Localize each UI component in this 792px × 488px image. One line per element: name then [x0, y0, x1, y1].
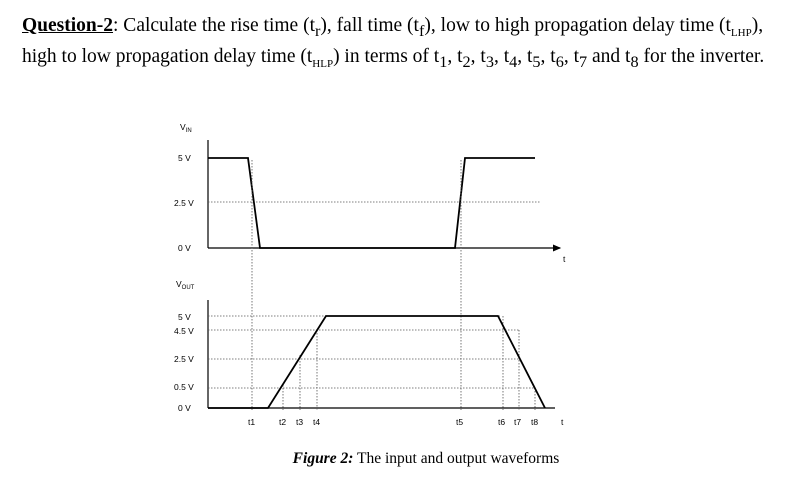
time-label-t8: t8	[531, 417, 539, 427]
vout-level-4-5v: 4.5 V	[174, 326, 194, 336]
vin-level-2-5v: 2.5 V	[174, 198, 194, 208]
time-label-t1: t1	[248, 417, 256, 427]
time-label-t2: t2	[279, 417, 287, 427]
question-text: Question-2: Calculate the rise time $(t_r)$, fall time $(t_f)$, low to high propagation delay time $(t_{LHP})$, high to low propagation delay time $(t_{HLP})$ in terms of $t_1$, $t_2$, $t_3$, $t_4$, $t_5$, $t_6$, $t_7$ and $t_8$ for the inverter.	[22, 15, 765, 71]
figure-caption	[0, 450, 792, 468]
time-label-t4: t4	[313, 417, 321, 427]
vin-level-0v: 0 V	[178, 243, 191, 253]
vout-level-2-5v: 2.5 V	[174, 354, 194, 364]
time-label-t3: t3	[296, 417, 304, 427]
vin-time-label: t	[563, 254, 566, 264]
caption-label: Figure 2:	[292, 450, 354, 467]
time-label-t7: t7	[514, 417, 522, 427]
vout-level-0v: 0 V	[178, 403, 191, 413]
question-label: Question-2	[22, 15, 114, 36]
vout-level-0-5v: 0.5 V	[174, 382, 194, 392]
time-label-t: t	[561, 417, 564, 427]
vout-axis-label: $V_{OUT}$	[176, 279, 195, 291]
time-label-t5: t5	[456, 417, 464, 427]
vin-axis-label: $V_{IN}$	[180, 122, 192, 134]
vin-waveform	[208, 158, 535, 248]
vin-level-5v: 5 V	[178, 153, 191, 163]
vout-level-5v: 5 V	[178, 312, 191, 322]
time-label-t6: t6	[498, 417, 506, 427]
caption-text: The input and output waveforms	[353, 450, 560, 467]
